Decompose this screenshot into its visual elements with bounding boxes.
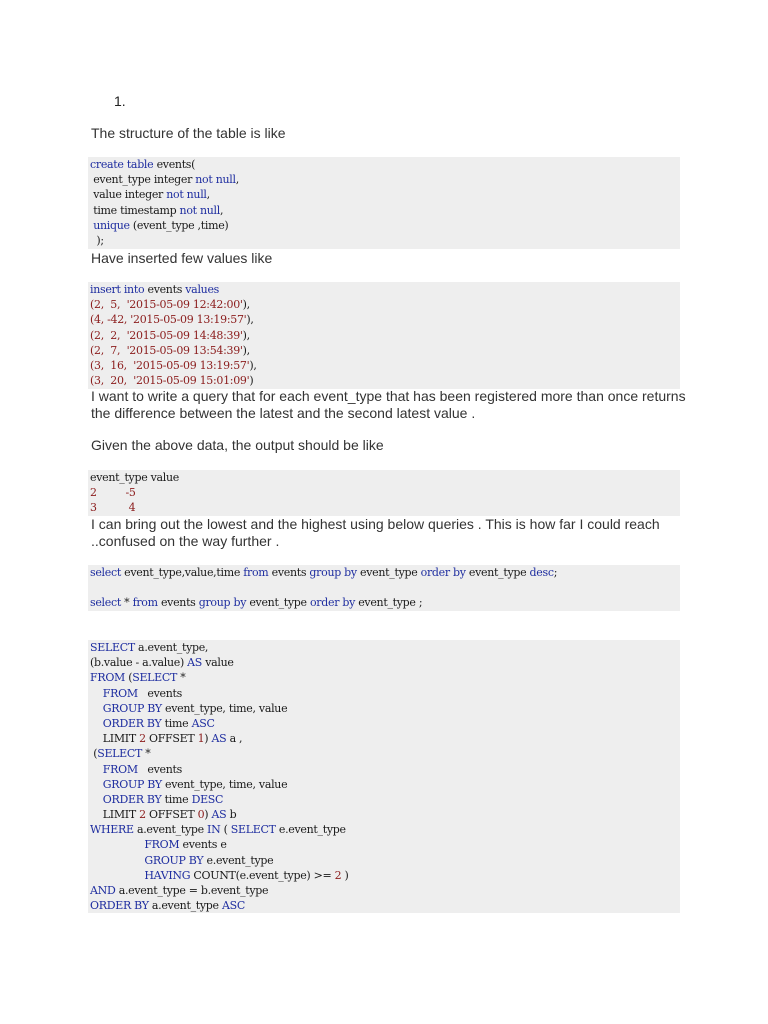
code-line [90,807,678,822]
code-line [90,187,678,202]
code-line [90,312,678,327]
code-line [90,883,678,898]
code-line [90,640,678,655]
code-keyword: GROUP BY [102,701,162,715]
code-line [90,580,678,595]
code-text: * [142,747,151,761]
code-text: event_type [246,596,310,610]
code-line [90,297,678,312]
code-keyword: ASC [221,899,245,913]
code-line [90,595,678,610]
code-keyword: AS [211,732,227,746]
code-text [90,778,103,791]
code-line [90,218,678,233]
code-line [90,328,678,343]
code-keyword: WHERE [90,823,134,837]
code-text [90,854,144,867]
code-keyword: group by [309,566,357,579]
code-text: event_type integer [90,173,196,187]
code-line [90,470,678,485]
code-text: event_type ; [355,596,423,610]
code-text: ) [204,808,212,822]
code-line [90,172,678,187]
code-literal: (3, 20, '2015-05-09 15:01:09' [90,374,250,388]
code-line [90,203,678,218]
code-text: events [137,686,182,700]
code-keyword: ORDER BY [102,792,162,806]
code-line [90,233,678,248]
code-text: value integer [90,188,167,202]
code-text: event_type value [90,471,180,484]
code-text: events( [153,158,196,171]
code-keyword: order by [420,566,466,579]
code-text: a.event_type [148,899,222,913]
code-text: time [161,716,192,730]
code-text [90,838,144,851]
code-text: events e [179,838,227,852]
code-keyword: IN [207,823,221,837]
code-line [90,868,678,883]
code-text: OFFSET [145,732,198,746]
code-text: e.event_type [203,853,274,867]
code-keyword: ORDER BY [102,716,162,730]
code-literal: 3 4 [90,501,136,515]
code-line [90,822,678,837]
code-keyword: select [90,566,121,579]
code-keyword: select [90,596,121,610]
code-line [90,686,678,701]
code-keyword: group by [198,596,247,610]
paragraph-table-structure: The structure of the table is like [91,125,286,141]
code-literal: 2 -5 [90,486,136,500]
code-keyword: SELECT [97,747,143,761]
code-text: ), [242,343,250,357]
code-text: ) [249,374,254,388]
code-text: ) [204,732,212,746]
code-literal: (3, 16, '2015-05-09 13:19:57' [90,358,250,372]
code-text: events [137,762,182,776]
code-text: ( [220,823,231,837]
code-text: a.event_type = b.event_type [115,884,269,897]
code-line [90,343,678,358]
code-text [90,763,103,776]
list-number: 1. [114,93,126,109]
code-keyword: unique [93,218,130,232]
code-text: a.event_type [133,823,208,837]
paragraph-attempt: I can bring out the lowest and the highest using below queries . This is how far I could reach ..confused on the way further . [91,516,664,549]
code-line [90,282,678,297]
code-keyword: GROUP BY [102,777,162,791]
code-line [90,358,678,373]
code-block-final-query [88,640,680,913]
paragraph-inserted-values: Have inserted few values like [91,250,273,266]
code-line [90,898,678,913]
code-text: events [268,566,310,579]
code-text: a.event_type, [134,641,209,654]
code-literal: (2, 7, '2015-05-09 13:54:39' [90,343,243,357]
code-line [90,485,678,500]
code-text: (b.value - a.value) [90,656,188,670]
code-text: (event_type ,time) [129,218,229,232]
code-text: * [120,596,133,610]
code-keyword: AND [90,884,116,897]
code-text: LIMIT [90,732,140,746]
code-keyword: not null [166,188,207,202]
code-keyword: FROM [90,671,125,685]
code-text [90,717,103,730]
code-text: events [157,596,199,610]
code-line [90,837,678,852]
code-literal: (4, -42, '2015-05-09 13:19:57' [90,313,247,327]
code-keyword: FROM [102,762,138,776]
code-text: ), [249,358,257,372]
code-keyword: from [243,566,269,579]
code-text: value [202,656,234,670]
code-keyword: AS [187,656,203,670]
code-keyword: GROUP BY [144,853,204,867]
code-text: time timestamp [90,203,180,217]
code-text: ), [242,298,250,312]
code-block-output [88,470,680,516]
code-line [90,500,678,515]
code-line [90,762,678,777]
code-keyword: insert into [90,283,145,296]
code-line [90,792,678,807]
code-text [90,687,103,700]
code-line [90,373,678,388]
code-line [90,157,678,172]
code-text: event_type, time, value [161,777,288,791]
code-keyword: not null [179,203,220,217]
code-text: * [177,671,186,685]
code-line [90,565,678,580]
code-text: , [219,203,224,217]
code-text [90,869,144,882]
code-keyword: order by [309,596,356,610]
code-text: LIMIT [90,808,140,822]
code-literal: (2, 5, '2015-05-09 12:42:00' [90,298,243,312]
code-literal: 2 [334,868,342,882]
code-keyword: ORDER BY [90,899,149,913]
code-keyword: DESC [191,792,224,806]
code-keyword: from [132,596,158,610]
code-literal: 2 [139,808,146,822]
code-text: ( [125,671,133,685]
code-text: b [226,808,237,822]
code-text: OFFSET [145,808,198,822]
code-text: COUNT(e.event_type) >= [190,868,335,882]
code-keyword: FROM [102,686,138,700]
code-line [90,731,678,746]
code-text: ), [242,328,250,342]
code-block-create-table [88,157,680,249]
code-text: , [235,173,239,187]
code-keyword: SELECT [90,641,135,654]
code-text: ; [553,566,558,579]
code-line [90,777,678,792]
code-literal: 1 [197,732,205,746]
code-keyword: AS [211,808,227,822]
code-line [90,701,678,716]
code-text: ); [90,233,104,247]
paragraph-query-description: I want to write a query that for each event_type that has been registered more than once returns the difference between the latest and the second latest value . [91,388,690,421]
code-text: event_type [465,566,530,579]
code-block-insert [88,282,680,389]
code-text: ), [246,313,254,327]
code-text: event_type,value,time [120,566,244,579]
code-text: ) [341,868,349,882]
code-text: ( [90,747,98,761]
code-text [90,702,103,715]
code-text: event_type, time, value [161,701,288,715]
code-text: events [144,283,186,296]
code-literal: 0 [197,808,205,822]
code-block-queries [88,565,680,611]
code-literal: (2, 2, '2015-05-09 14:48:39' [90,328,243,342]
code-line [90,670,678,685]
code-line [90,716,678,731]
code-keyword: SELECT [230,823,276,837]
code-keyword: create table [90,158,154,171]
code-keyword: FROM [144,838,180,852]
code-text: event_type [356,566,421,579]
code-line [90,746,678,761]
code-line [90,853,678,868]
code-keyword: ASC [191,716,215,730]
code-line [90,655,678,670]
code-keyword: desc [529,566,554,579]
code-text: time [161,792,192,806]
code-text: a , [226,732,243,746]
code-text: e.event_type [275,823,346,837]
code-text: , [206,188,210,202]
code-literal: 2 [139,732,146,746]
code-keyword: HAVING [144,868,191,882]
code-keyword: SELECT [132,671,178,685]
code-keyword: not null [195,173,236,187]
code-keyword: values [185,283,219,296]
code-text [90,793,103,806]
paragraph-expected-output: Given the above data, the output should be like [91,437,384,453]
